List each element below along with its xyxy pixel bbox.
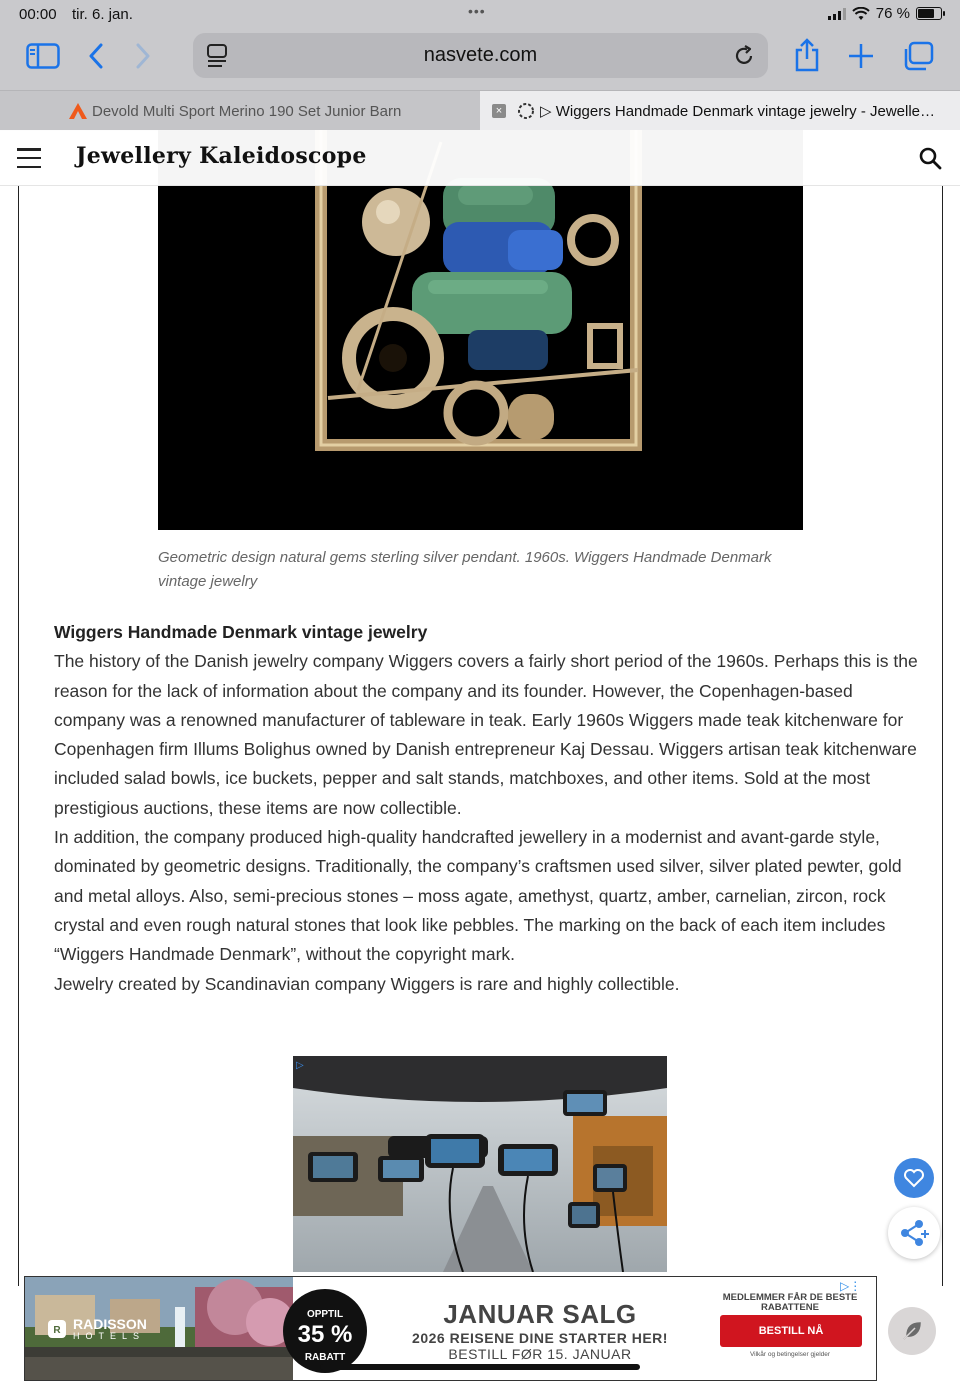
battery-percent: 76 %	[875, 5, 910, 22]
home-indicator	[320, 1364, 640, 1370]
radisson-logo	[47, 1317, 147, 1341]
battery-icon	[916, 7, 942, 20]
tabs-overview-icon[interactable]	[900, 38, 936, 74]
back-icon[interactable]	[78, 38, 114, 74]
site-favicon-icon	[68, 102, 88, 120]
discount-badge	[283, 1289, 367, 1373]
pendant-photo	[158, 130, 803, 530]
cellular-signal-icon	[828, 8, 846, 20]
terms-text[interactable]: Vilkår og betingelser gjelder	[749, 1351, 831, 1358]
edit-button[interactable]	[888, 1307, 936, 1355]
ad-choices-icon[interactable]: ▷⋮	[840, 1279, 862, 1293]
ad-headline: JANUAR SALG	[443, 1299, 637, 1329]
brand-sub: HOTELS	[73, 1331, 146, 1341]
site-logo[interactable]: Jewellery Kaleidoscope	[76, 143, 367, 169]
forward-icon[interactable]	[125, 38, 161, 74]
wifi-icon	[852, 7, 870, 21]
status-date: tir. 6. jan.	[72, 6, 133, 23]
browser-chrome	[0, 0, 960, 90]
url-text: nasvete.com	[423, 44, 538, 66]
article-heading: Wiggers Handmade Denmark vintage jewelry	[54, 622, 428, 642]
tab-title: Devold Multi Sport Merino 190 Set Junior Barn	[92, 102, 402, 120]
leaf-edit-icon	[901, 1320, 923, 1342]
book-now-button[interactable]: BESTILL NÅ	[720, 1315, 862, 1347]
radisson-mark-icon	[47, 1319, 67, 1339]
article-paragraph: In addition, the company produced high-quality handcrafted jewellery in a modernist and avant-garde style, dominated by geometric designs. Traditionally, the company’s craftsmen used silver, silver plated pewter, gold and metal alloys. Also, semi-precious stones – moss agate, amethyst, quartz, amber, carnelian, zircon, rock crystal and even rough natural stones that look like pebbles. The marking on the back of each item includes “Wiggers Handmade Denmark”, without the copyright mark.	[54, 827, 902, 965]
brand-name: RADISSON	[73, 1316, 147, 1332]
status-time: 00:00	[19, 6, 57, 23]
close-tab-icon[interactable]: ×	[492, 104, 506, 118]
loading-indicator-icon	[516, 101, 536, 121]
share-icon[interactable]	[789, 37, 825, 73]
tab-strip	[0, 90, 960, 130]
ad-choices-icon[interactable]: ▷	[296, 1060, 304, 1071]
share-nodes-icon	[899, 1219, 929, 1247]
tab-title: ▷ Wiggers Handmade Denmark vintage jewelry - Jewelle…	[540, 103, 936, 120]
share-button[interactable]	[888, 1207, 940, 1259]
status-right	[828, 5, 942, 22]
address-bar[interactable]	[193, 33, 768, 78]
sidebar-toggle-icon[interactable]	[25, 38, 61, 74]
heart-icon	[903, 1168, 925, 1188]
favorite-button[interactable]	[894, 1158, 934, 1198]
member-text: MEDLEMMER FÅR DE BESTE RABATTENE	[722, 1292, 858, 1313]
tab-wiggers[interactable]	[480, 91, 960, 131]
article-paragraph: The history of the Danish jewelry company Wiggers covers a fairly short period of the 1960s. Perhaps this is the reason for the lack of information about the company and its founder. However, the Copenhagen-based company was a renowned manufacturer of tableware in teak. Early 1960s Wiggers made teak kitchenware for Copenhagen firm Illums Bolighus owned by Danish entrepreneur Kaj Dessau. Wiggers artisan teak kitchenware included salad bowls, ice buckets, pepper and salt stands, matchboxes, and other items. Sold at the most prestigious auctions, these items are now collectible.	[54, 651, 918, 818]
dashcam-ad-image[interactable]	[293, 1056, 667, 1272]
ad-subline: 2026 REISENE DINE STARTER HER!	[412, 1330, 668, 1346]
site-header	[0, 130, 960, 186]
badge-value: 35 %	[297, 1321, 353, 1348]
multitask-dots-icon[interactable]: •••	[468, 3, 486, 19]
reload-icon[interactable]	[732, 43, 756, 69]
new-tab-icon[interactable]	[843, 38, 879, 74]
image-caption: Geometric design natural gems sterling silver pendant. 1960s. Wiggers Handmade Denmark vintage jewelry	[158, 549, 772, 590]
article-body	[54, 618, 924, 999]
search-icon[interactable]	[918, 146, 942, 170]
svg-text:R: R	[53, 1325, 61, 1336]
ad-subline: BESTILL FØR 15. JANUAR	[448, 1346, 632, 1362]
tab-devold[interactable]	[0, 91, 480, 131]
article-paragraph: Jewelry created by Scandinavian company Wiggers is rare and highly collectible.	[54, 973, 680, 994]
badge-top: OPPTIL	[306, 1309, 344, 1320]
status-bar	[0, 0, 960, 28]
badge-bottom: RABATT	[304, 1352, 346, 1363]
hamburger-menu-icon[interactable]	[17, 148, 41, 168]
